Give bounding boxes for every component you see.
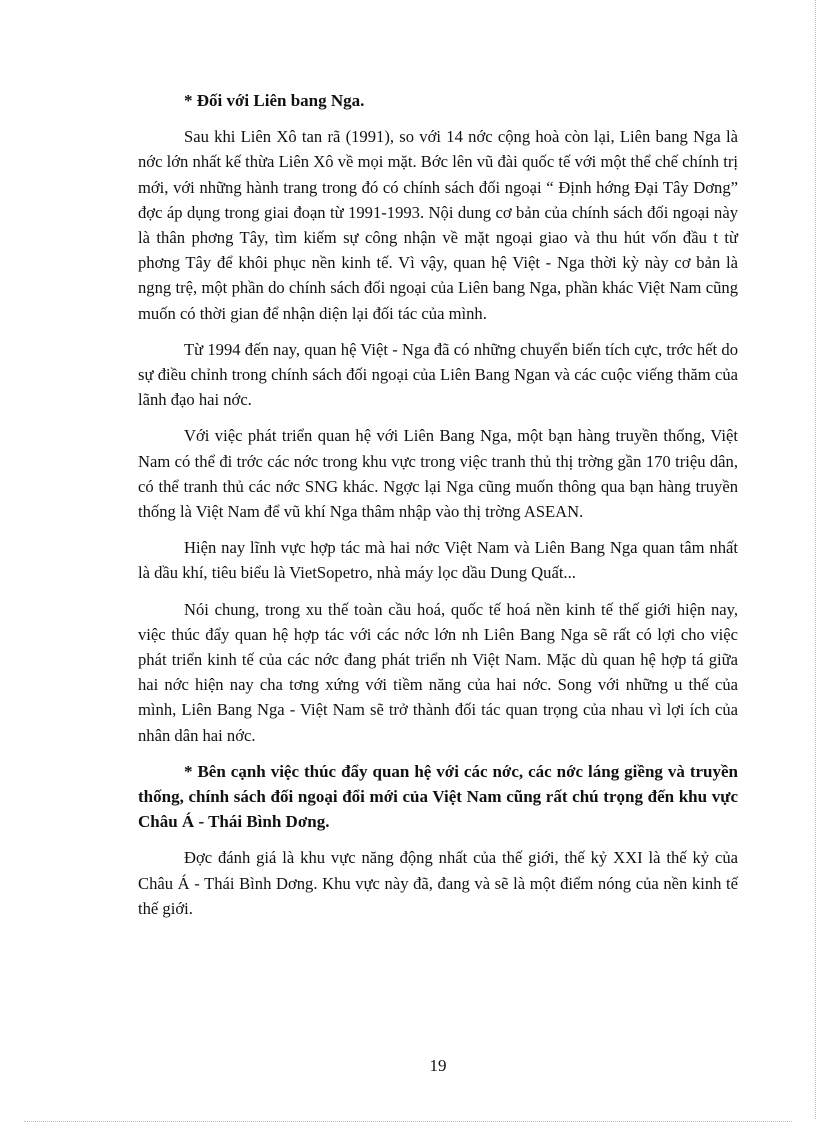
paragraph-1: Sau khi Liên Xô tan rã (1991), so với 14 nớc cộng hoà còn lại, Liên bang Nga là nớc lớn nhất kế thừa Liên Xô về mọi mặt. Bớc lên vũ đài quốc tế với một thể chế chính trị mới, với những hành trang trong đó có chính sách đối ngoại “ Định hớng Đại Tây Dơng” đợc áp dụng trong giai đoạn từ 1991-1993. Nội dung cơ bản của chính sách đối ngoại này là thân phơng Tây, tìm kiếm sự công nhận về mặt ngoại giao và thu hút vốn đầu t từ phơng Tây để khôi phục nền kinh tế. Vì vậy, quan hệ Việt - Nga thời kỳ này cơ bản là ngng trệ, một phần do chính sách đối ngoại của Liên bang Nga, phần khác Việt Nam cũng muốn có thời gian để nhận diện lại đối tác của mình.	[138, 127, 738, 323]
page-number: 19	[429, 1056, 447, 1075]
paragraph-2: Từ 1994 đến nay, quan hệ Việt - Nga đã có những chuyển biến tích cực, trớc hết do sự điều chỉnh trong chính sách đối ngoại của Liên Bang Ngan và các cuộc viếng thăm của lãnh đạo hai nớc.	[138, 339, 738, 410]
section-heading-russia: * Đối với Liên bang Nga.	[184, 91, 365, 110]
paragraph-6: Đợc đánh giá là khu vực năng động nhất của thế giới, thế kỷ XXI là thế kỷ của Châu Á - Thái Bình Dơng. Khu vực này đã, đang và sẽ là một điểm nóng của nền kinh tế thế giới.	[138, 848, 738, 918]
paragraph-4: Hiện nay lĩnh vực hợp tác mà hai nớc Việt Nam và Liên Bang Nga quan tâm nhất là dầu khí, tiêu biểu là VietSopetro, nhà máy lọc dầu Dung Quất...	[138, 538, 738, 583]
section-heading-asia-pacific: * Bên cạnh việc thúc đẩy quan hệ với các nớc, các nớc láng giềng và truyền thống, chính sách đối ngoại đổi mới của Việt Nam cũng rất chú trọng đến khu vực Châu Á - Thái Bình Dơng.	[138, 761, 738, 832]
paragraph-3: Với việc phát triển quan hệ với Liên Bang Nga, một bạn hàng truyền thống, Việt Nam có thể đi trớc các nớc trong khu vực trong việc tranh thủ thị trờng gần 170 triệu dân, có thể tranh thủ các nớc SNG khác. Ngợc lại Nga cũng muốn thông qua bạn hàng truyền thống là Việt Nam để vũ khí Nga thâm nhập vào thị trờng ASEAN.	[138, 426, 738, 522]
page-border-bottom	[24, 1121, 792, 1122]
paragraph-5: Nói chung, trong xu thế toàn cầu hoá, quốc tế hoá nền kinh tế thế giới hiện nay, việc thúc đẩy quan hệ hợp tác với các nớc lớn nh Liên Bang Nga sẽ rất có lợi cho việc phát triển kinh tế của các nớc đang phát triển nh Việt Nam. Mặc dù quan hệ hợp tá giữa hai nớc hiện nay cha tơng xứng với tiềm năng của hai nớc. Song với những u thế của mình, Liên Bang Nga - Việt Nam sẽ trở thành đối tác quan trọng của nhau vì lợi ích của nhân dân hai nớc.	[138, 599, 738, 745]
page-content	[138, 88, 738, 932]
